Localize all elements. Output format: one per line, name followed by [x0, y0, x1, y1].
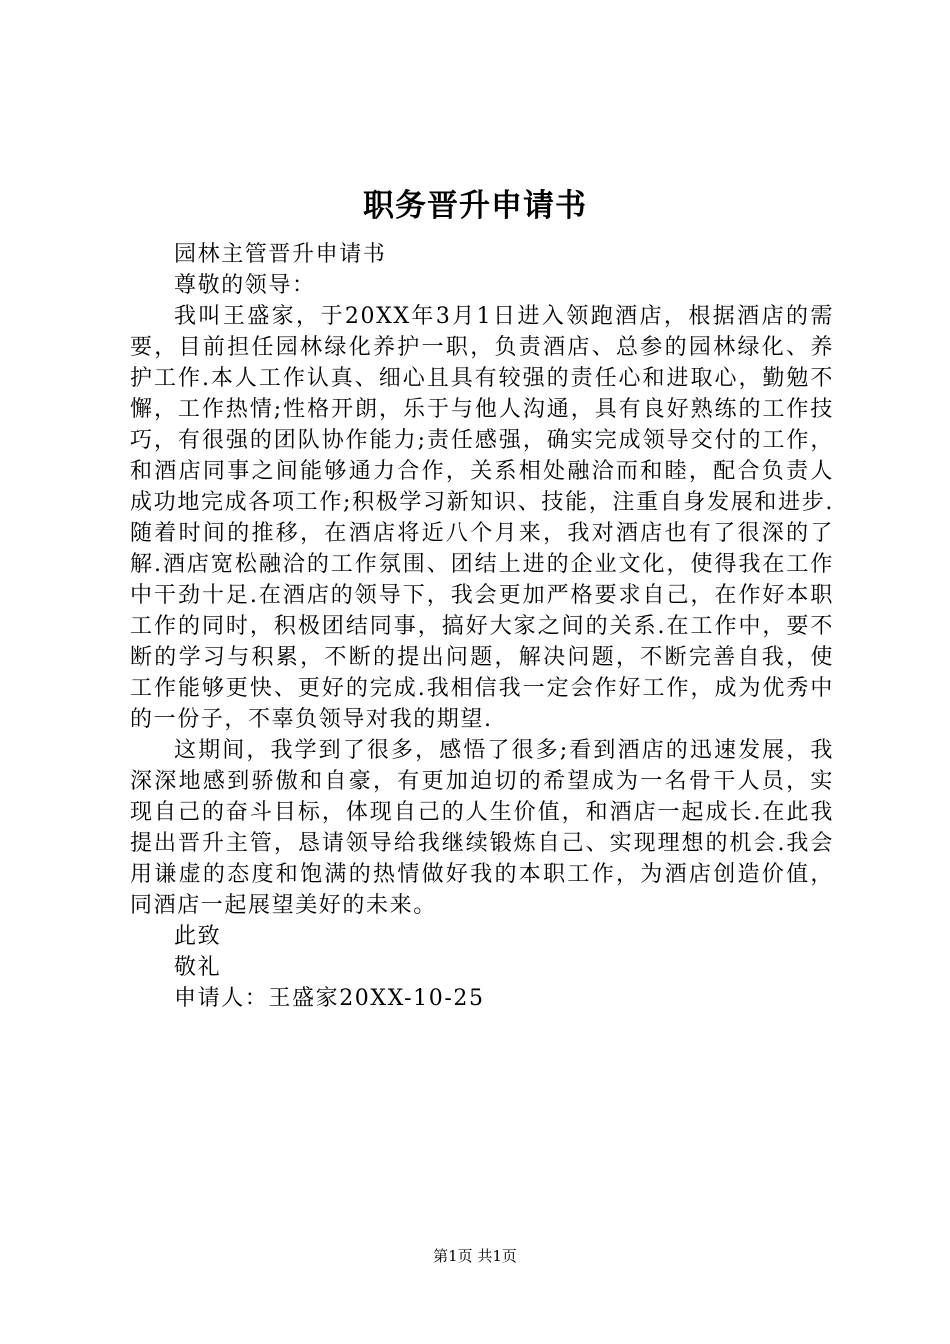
salutation-line: 尊敬的领导：	[174, 273, 316, 298]
subtitle-line: 园林主管晋升申请书	[174, 242, 387, 267]
page-footer: 第1页 共1页	[433, 1247, 517, 1265]
document-body	[130, 239, 834, 1014]
closing-line-2: 敬礼	[174, 955, 222, 980]
closing-line-1: 此致	[174, 924, 222, 949]
signature-line: 申请人：王盛家20XX-10-25	[174, 986, 485, 1011]
body-paragraph-1: 我叫王盛家，于20XX年3月1日进入领跑酒店，根据酒店的需要，目前担任园林绿化养护一职，负责酒店、总参的园林绿化、养护工作.本人工作认真、细心且具有较强的责任心和进取心，勤勉不懈，工作热情;性格开朗，乐于与他人沟通，具有良好熟练的工作技巧，有很强的团队协作能力;责任感强，确实完成领导交付的工作，和酒店同事之间能够通力合作，关系相处融洽而和睦，配合负责人成功地完成各项工作;积极学习新知识、技能，注重自身发展和进步.随着时间的推移，在酒店将近八个月来，我对酒店也有了很深的了解.酒店宽松融洽的工作氛围、团结上进的企业文化，使得我在工作中干劲十足.在酒店的领导下，我会更加严格要求自己，在作好本职工作的同时，积极团结同事，搞好大家之间的关系.在工作中，要不断的学习与积累，不断的提出问题，解决问题，不断完善自我，使工作能够更快、更好的完成.我相信我一定会作好工作，成为优秀中的一份子，不辜负领导对我的期望.	[130, 304, 834, 732]
document-title: 职务晋升申请书	[363, 188, 587, 224]
body-paragraph-2: 这期间，我学到了很多，感悟了很多;看到酒店的迅速发展，我深深地感到骄傲和自豪，有更加迫切的希望成为一名骨干人员，实现自己的奋斗目标，体现自己的人生价值，和酒店一起成长.在此我提出晋升主管，恳请领导给我继续锻炼自己、实现理想的机会.我会用谦虚的态度和饱满的热情做好我的本职工作，为酒店创造价值，同酒店一起展望美好的未来。	[130, 738, 834, 918]
